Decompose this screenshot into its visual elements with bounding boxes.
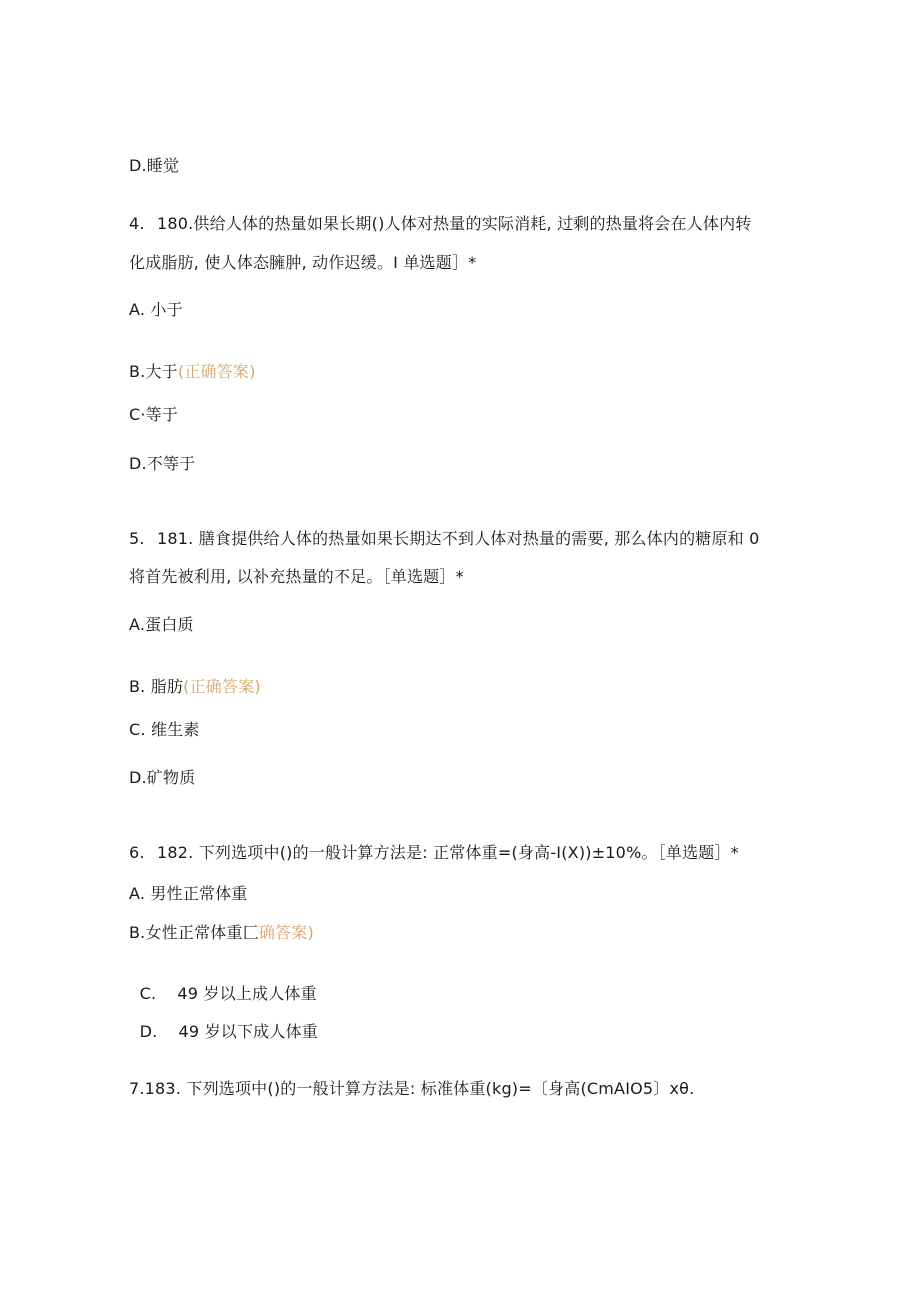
- question-text: 7.183. 下列选项中()的一般计算方法是: 标准体重(kg)=〔身高(CmAIO5〕xθ.: [129, 1079, 695, 1098]
- option-label: A.蛋白质: [129, 615, 194, 634]
- correct-answer-mark: (正确答案): [177, 362, 256, 381]
- question-5-text-line2: [129, 566, 464, 588]
- option-label: D.睡觉: [129, 156, 180, 175]
- question-number: 5.: [129, 529, 145, 548]
- option-label: B. 脂肪: [129, 677, 184, 696]
- question-4-option-c[interactable]: [129, 404, 178, 426]
- correct-answer-mark: 确答案): [258, 923, 314, 942]
- option-label: D.矿物质: [129, 768, 196, 787]
- question-number: 6.: [129, 843, 145, 862]
- question-text: 180.供给人体的热量如果长期()人体对热量的实际消耗, 过剩的热量将会在人体内转: [157, 214, 752, 233]
- question-text: 将首先被利用, 以补充热量的不足。［单选题］*: [129, 567, 464, 586]
- question-number: 4.: [129, 214, 145, 233]
- question-6-option-d[interactable]: [129, 999, 318, 1043]
- option-label: C. 49 岁以上成人体重: [139, 984, 317, 1003]
- question-5-option-b[interactable]: [129, 676, 261, 698]
- option-label: C. 维生素: [129, 720, 200, 739]
- question-5-option-c[interactable]: [129, 719, 200, 741]
- question-4-option-d[interactable]: [129, 453, 195, 475]
- question-4-text-line1: [129, 213, 751, 235]
- question-5-option-a[interactable]: [129, 614, 194, 636]
- question-text: 181. 膳食提供给人体的热量如果长期达不到人体对热量的需要, 那么体内的糖原和 0: [157, 529, 760, 548]
- option-label: D. 49 岁以下成人体重: [139, 1022, 318, 1041]
- question-7-text-line1: [129, 1078, 694, 1100]
- option-label: C·等于: [129, 405, 179, 424]
- question-4-option-a[interactable]: [129, 299, 183, 321]
- option-d-prev: [129, 155, 179, 177]
- question-6-option-a[interactable]: [129, 883, 248, 905]
- option-label: A. 小于: [129, 300, 183, 319]
- option-label: B.女性正常体重匚: [129, 923, 259, 942]
- question-6-text-line1: [129, 842, 739, 864]
- option-label: B.大于: [129, 362, 178, 381]
- question-4-text-line2: [129, 252, 476, 274]
- question-6-option-b[interactable]: [129, 922, 314, 944]
- question-4-option-b[interactable]: [129, 361, 256, 383]
- question-text: 化成脂肪, 使人体态臃肿, 动作迟缓。I 单选题］*: [129, 253, 477, 272]
- question-text: 182. 下列选项中()的一般计算方法是: 正常体重=(身高-I(X))±10%。［单选题］*: [157, 843, 739, 862]
- option-label: A. 男性正常体重: [129, 884, 248, 903]
- question-5-option-d[interactable]: [129, 767, 195, 789]
- question-5-text-line1: [129, 528, 760, 550]
- option-label: D.不等于: [129, 454, 196, 473]
- correct-answer-mark: (正确答案): [183, 677, 261, 696]
